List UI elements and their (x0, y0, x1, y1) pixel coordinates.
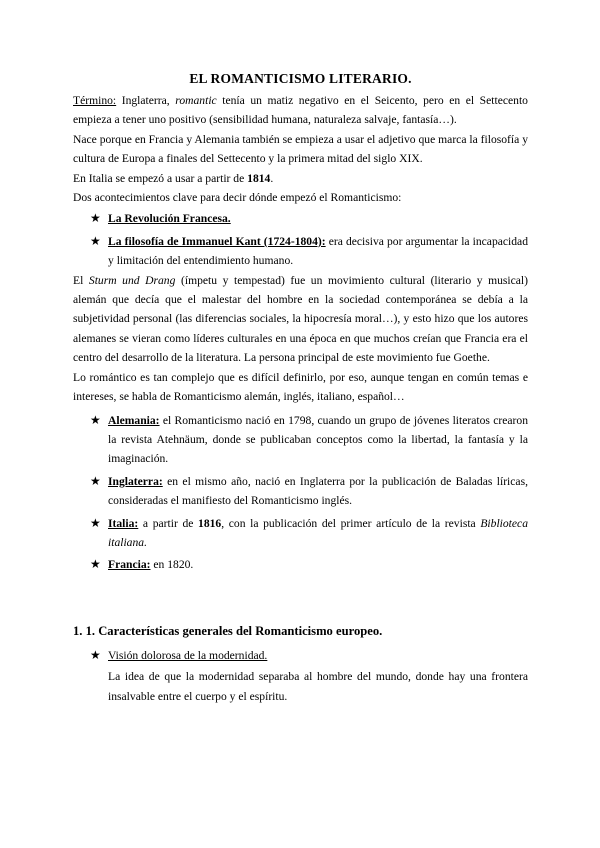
country-text: a partir de (142, 516, 194, 530)
paragraph-termino (73, 91, 528, 130)
italia-text-post: . (270, 171, 274, 185)
star-bullet-icon: ★ (90, 557, 101, 572)
country-text: en el mismo año, nació en Inglaterra por la publicación de Baladas líricas, consideradas el manifiesto del Romanticismo inglés. (108, 474, 528, 508)
country-text-after: , con la publicación del primer artículo de la revista (221, 516, 476, 530)
paragraph-complejo: Lo romántico es tan complejo que es difícil definirlo, por eso, aunque tengan en común temas e intereses, se habla de Romanticismo alemán, inglés, italiano, español… (73, 370, 528, 404)
list-item (73, 209, 528, 228)
event-text: era decisiva por argumentar la incapacidad y limitación del entendimiento humano. (108, 234, 529, 268)
country-name: Alemania: (108, 413, 160, 427)
paragraph-origen: Nace porque en Francia y Alemania también se empieza a usar el adjetivo que marca la filosofía y cultura de Europa a finales del Settecento y la primera mitad del siglo XIX. (73, 132, 528, 166)
list-item (73, 411, 528, 469)
paragraph-italia (73, 169, 528, 188)
list-item (73, 514, 528, 553)
section-item-text: La idea de que la modernidad separaba al hombre del mundo, donde hay una frontera insalvable entre el cuerpo y el espíritu. (108, 670, 528, 703)
termino-word: romantic (175, 94, 217, 107)
country-name: Inglaterra: (108, 474, 163, 488)
country-text-end: . (144, 535, 147, 549)
countries-list (73, 411, 528, 575)
document-title: EL ROMANTICISMO LITERARIO. (189, 71, 412, 86)
star-bullet-icon: ★ (90, 233, 101, 248)
country-magazine: Biblioteca italiana (108, 516, 528, 549)
list-item (73, 646, 528, 665)
termino-text-pre: Inglaterra, (121, 94, 170, 107)
sturm-text-post: (ímpetu y tempestad) fue un movimiento cultural (literario y musical) alemán que decía que el malestar del hombre en la sociedad contemporánea se debía a la subjetividad personal (las diferencias sociales, la hipocresía moral…), y esto hizo que los autores alemanes se vieran como líderes culturales en una época en que muchos creían que Francia era el centro del desarrollo de la literatura. La persona principal de este movimiento fue Goethe. (73, 273, 528, 365)
star-bullet-icon: ★ (90, 515, 101, 530)
events-list (73, 209, 528, 270)
termino-text-post: tenía un matiz negativo en el Seicento, pero en el Settecento empieza a tener uno positivo (sensibilidad humana, naturaleza salvaje, fantasía…). (73, 94, 528, 127)
star-bullet-icon: ★ (90, 473, 101, 488)
list-item (73, 232, 528, 271)
country-text: el Romanticismo nació en 1798, cuando un grupo de jóvenes literatos crearon la revista Atehnäum, donde se publicaban conceptos como la libertad, la fantasía y la imaginación. (108, 413, 528, 466)
country-name: Francia: (108, 558, 151, 572)
star-bullet-icon: ★ (90, 412, 101, 427)
sturm-text-pre: El (73, 273, 84, 287)
country-text: en 1820. (153, 558, 194, 572)
event-title: La Revolución Francesa. (108, 212, 231, 226)
termino-label: Término: (73, 94, 117, 107)
paragraph-sturm (73, 271, 528, 368)
section-heading: 1. 1. Características generales del Romanticismo europeo. (73, 623, 383, 638)
star-bullet-icon: ★ (90, 211, 101, 226)
sturm-term: Sturm und Drang (88, 273, 176, 287)
country-name: Italia: (108, 516, 139, 530)
list-item (73, 555, 528, 574)
paragraph-acontecimientos: Dos acontecimientos clave para decir dónde empezó el Romanticismo: (73, 191, 402, 205)
star-bullet-icon: ★ (90, 647, 101, 662)
italia-text-pre: En Italia se empezó a usar a partir de (73, 171, 245, 185)
event-title: La filosofía de Immanuel Kant (1724-1804): (108, 234, 326, 248)
section-item-title: Visión dolorosa de la modernidad. (108, 648, 268, 662)
section-list (73, 646, 528, 665)
list-item (73, 472, 528, 511)
italia-year: 1814 (247, 171, 271, 185)
country-year: 1816 (198, 516, 222, 530)
